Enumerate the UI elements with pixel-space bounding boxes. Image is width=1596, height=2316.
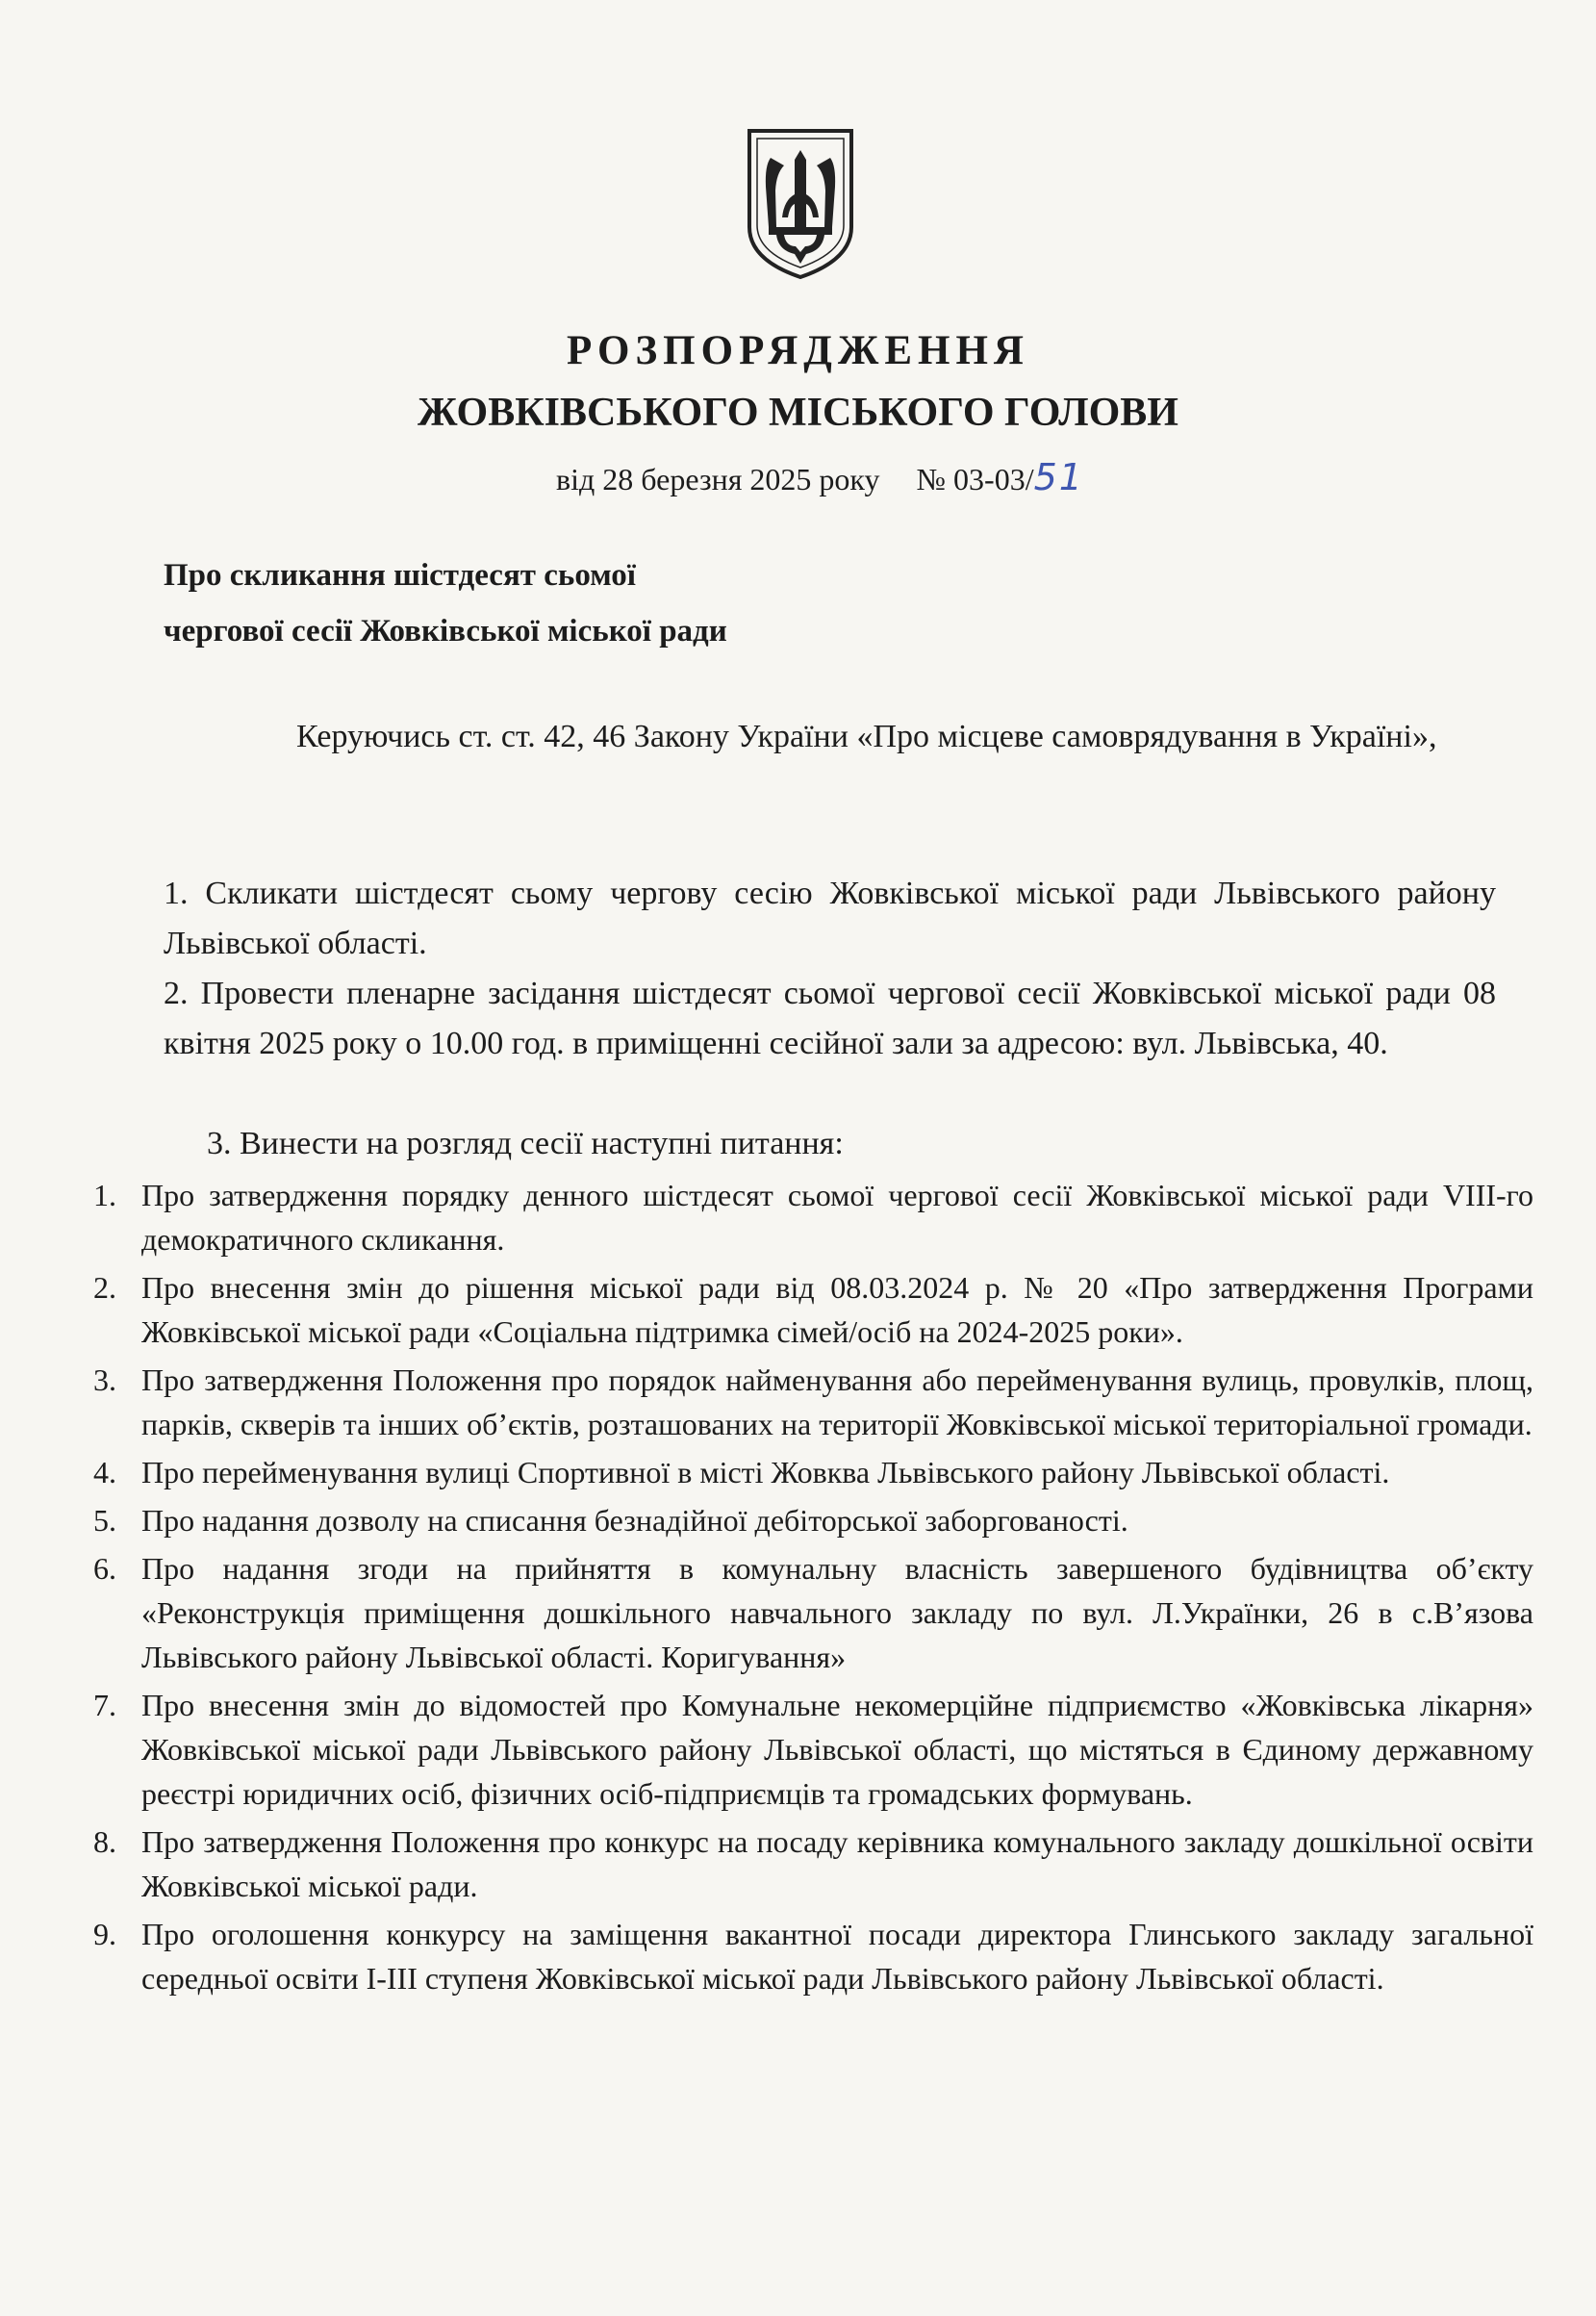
agenda-item — [60, 1683, 1533, 1816]
agenda-item-number: 1. — [93, 1178, 116, 1212]
paragraph-point-1: 1. Скликати шістдесят сьому чергову сесію Жовківської міської ради Львівського району Львівської області. — [164, 876, 1496, 961]
document-title: РОЗПОРЯДЖЕННЯ — [567, 328, 1029, 373]
agenda-item-text: Про оголошення конкурсу на заміщення вакантної посади директора Глинського закладу загальної середньої освіти І-ІІІ ступеня Жовківської міської ради Львівського району Львівської області. — [141, 1917, 1533, 1996]
agenda-item-text: Про затвердження Положення про конкурс на посаду керівника комунального закладу дошкільної освіти Жовківської міської ради. — [141, 1824, 1533, 1903]
agenda-item-text: Про надання дозволу на списання безнадійної дебіторської заборгованості. — [141, 1503, 1128, 1538]
agenda-item-text: Про затвердження Положення про порядок найменування або перейменування вулиць, провулків, площ, парків, скверів та інших об’єктів, розташованих на території Жовківської міської територіальної громади. — [141, 1362, 1533, 1441]
document-number: № 03-03/ — [916, 462, 1034, 496]
document-date-number — [556, 456, 1084, 498]
document-subject-line1: Про скликання шістдесят сьомої — [164, 558, 636, 593]
agenda-item — [60, 1265, 1533, 1354]
agenda-item-text: Про перейменування вулиці Спортивної в місті Жовква Львівського району Львівської області. — [141, 1455, 1390, 1489]
preamble-paragraph: Керуючись ст. ст. 42, 46 Закону України «Про місцеве самоврядування в Україні», — [296, 719, 1437, 754]
document-subject-line2: чергової сесії Жовківської міської ради — [164, 614, 727, 649]
agenda-item-number: 4. — [93, 1455, 116, 1489]
paragraph-point-3: 3. Винести на розгляд сесії наступні питання: — [207, 1126, 844, 1161]
agenda-item-text: Про внесення змін до відомостей про Комунальне некомерційне підприємство «Жовківська лікарня» Жовківської міської ради Львівського району Львівської області, що містяться в Єдиному державному реєстрі юридичних осіб, фізичних осіб-підприємців та громадських формувань. — [141, 1688, 1533, 1811]
agenda-item-number: 2. — [93, 1270, 116, 1305]
agenda-item — [60, 1498, 1533, 1542]
agenda-item — [60, 1912, 1533, 2000]
agenda-item-number: 7. — [93, 1688, 116, 1722]
agenda-item-number: 3. — [93, 1362, 116, 1397]
agenda-item — [60, 1450, 1533, 1494]
agenda-item-text: Про затвердження порядку денного шістдесят сьомої чергової сесії Жовківської міської ради VIII-го демократичного скликання. — [141, 1178, 1533, 1257]
handwritten-number: 51 — [1033, 456, 1084, 498]
agenda-list — [60, 1173, 1533, 2004]
agenda-item-text: Про внесення змін до рішення міської ради від 08.03.2024 р. № 20 «Про затвердження Програми Жовківської міської ради «Соціальна підтримка сімей/осіб на 2024-2025 роки». — [141, 1270, 1533, 1349]
agenda-item — [60, 1173, 1533, 1261]
agenda-item-number: 5. — [93, 1503, 116, 1538]
document-issuer: ЖОВКІВСЬКОГО МІСЬКОГО ГОЛОВИ — [418, 391, 1178, 435]
document-date: від 28 березня 2025 року — [556, 462, 880, 496]
agenda-item — [60, 1358, 1533, 1446]
agenda-item-number: 6. — [93, 1551, 116, 1586]
paragraph-point-2: 2. Провести пленарне засідання шістдесят сьомої чергової сесії Жовківської міської ради 08 квітня 2025 року о 10.00 год. в приміщенні сесійної зали за адресою: вул. Львівська, 40. — [164, 976, 1496, 1061]
agenda-item — [60, 1820, 1533, 1908]
agenda-item — [60, 1546, 1533, 1679]
coat-of-arms-icon — [744, 127, 857, 281]
agenda-item-number: 9. — [93, 1917, 116, 1951]
agenda-item-number: 8. — [93, 1824, 116, 1859]
agenda-item-text: Про надання згоди на прийняття в комунальну власність завершеного будівництва об’єкту «Реконструкція приміщення дошкільного навчального закладу по вул. Л.Українки, 26 в с.В’язова Львівського району Львівської області. Коригування» — [141, 1551, 1533, 1674]
